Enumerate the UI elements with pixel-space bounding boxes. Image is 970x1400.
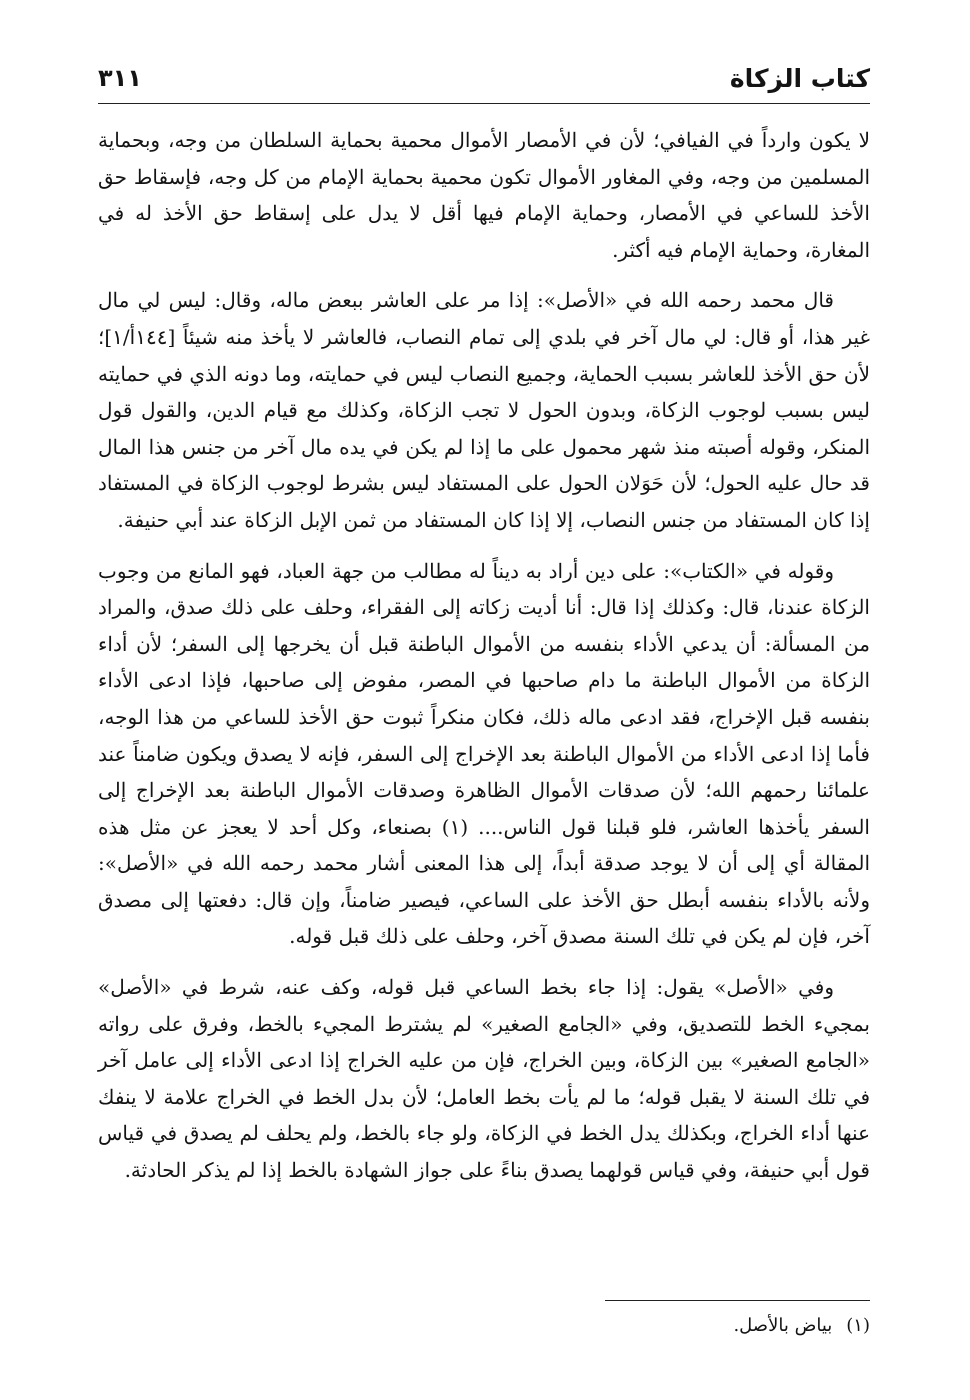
- paragraph: وفي «الأصل» يقول: إذا جاء بخط الساعي قبل قوله، وكف عنه، شرط في «الأصل» بمجيء الخط للتصديق، وفي «الجامع الصغير» لم يشترط المجيء بالخط، وفرق على رواته «الجامع الصغير» بين الزكاة، وبين الخراج، فإن من عليه الخراج إذا ادعى الأداء إلى عامل آخر في تلك السنة لا يقبل قوله؛ ما لم يأت بخط العامل؛ لأن بدل الخط في الخراج علامة لا ينفك عنها أداء الخراج، وبكذلك يدل الخط في الزكاة، ولو جاء بالخط، ولم يحلف لم يصدق في قياس قول أبي حنيفة، وفي قياس قولهما يصدق بناءً على جواز الشهادة بالخط إذا لم يذكر الحادثة.: [98, 975, 870, 1183]
- paragraph: قال محمد رحمه الله في «الأصل»: إذا مر على العاشر ببعض ماله، وقال: ليس لي مال غير هذا، أو قال: لي مال آخر في بلدي إلى تمام النصاب، فالعاشر لا يأخذ منه شيئاً [١٤٤أ/١]؛ لأن حق الأخذ للعاشر بسبب الحماية، وجميع النصاب ليس في حمايته، وما دونه الذي في حمايته ليس بسبب لوجوب الزكاة، وبدون الحول لا تجب الزكاة، وكذلك مع قيام الدين، والقول قول المنكر، وقوله أصبته منذ شهر محمول على ما إذا لم يكن في يده مال آخر من جنس هذا المال قد حال عليه الحول؛ لأن حَوَلان الحول على المستفاد ليس بشرط لوجوب الزكاة في المستفاد إذا كان المستفاد من جنس النصاب، إلا إذا كان المستفاد من ثمن الإبل الزكاة عند أبي حنيفة.: [98, 288, 870, 532]
- running-header: [98, 58, 870, 98]
- footnote-marker: (١): [846, 1315, 870, 1336]
- header-divider: [98, 103, 870, 104]
- main-text: [98, 122, 870, 1203]
- paragraph: لا يكون وارداً في الفيافي؛ لأن في الأمصار الأموال محمية بحماية السلطان من وجه، وبحماية المسلمين من وجه، وفي المغاور الأموال تكون محمية بحماية الإمام من كل وجه، فإسقاط حق الأخذ للساعي في الأمصار، وحماية الإمام فيها أقل لا يدل على إسقاط حق الأخذ له في المغارة، وحماية الإمام فيه أكثر.: [98, 128, 870, 262]
- book-title: كتاب الزكاة: [729, 63, 870, 93]
- footnote: [733, 1312, 870, 1340]
- footnote-divider: [605, 1300, 870, 1301]
- page-number: ٣١١: [98, 64, 142, 92]
- footnote-text: بياض بالأصل.: [733, 1315, 833, 1336]
- paragraph: وقوله في «الكتاب»: على دين أراد به ديناً له مطالب من جهة العباد، فهو المانع من وجوب الزكاة عندنا، قال: وكذلك إذا قال: أنا أديت زكاته إلى الفقراء، وحلف على ذلك صدق، والمراد من المسألة: أن يدعي الأداء بنفسه من الأموال الباطنة قبل أن يخرجها إلى السفر؛ لأن أداء الزكاة من الأموال الباطنة ما دام صاحبها في المصر، مفوض إلى صاحبها، فإذا ادعى الأداء بنفسه قبل الإخراج، فقد ادعى ماله ذلك، فكان منكراً ثبوت حق الأخذ للساعي من هذا الوجه، فأما إذا ادعى الأداء من الأموال الباطنة بعد الإخراج إلى السفر، فإنه لا يصدق ويكون ضامناً عند علمائنا رحمهم الله؛ لأن صدقات الأموال الظاهرة وصدقات الأموال الباطنة بعد الإخراج إلى السفر يأخذها العاشر، فلو قبلنا قول الناس.... (١) بصنعاء، وكل أحد لا يعجز عن مثل هذه المقالة أي إلى أن لا يوجد صدقة أبداً، إلى هذا المعنى أشار محمد رحمه الله في «الأصل»: ولأنه بالأداء بنفسه أبطل حق الأخذ على الساعي، فيصير ضامناً، وإن قال: دفعتها إلى مصدق آخر، فإن لم يكن في تلك السنة مصدق آخر، وحلف على ذلك قبل قوله.: [98, 558, 870, 949]
